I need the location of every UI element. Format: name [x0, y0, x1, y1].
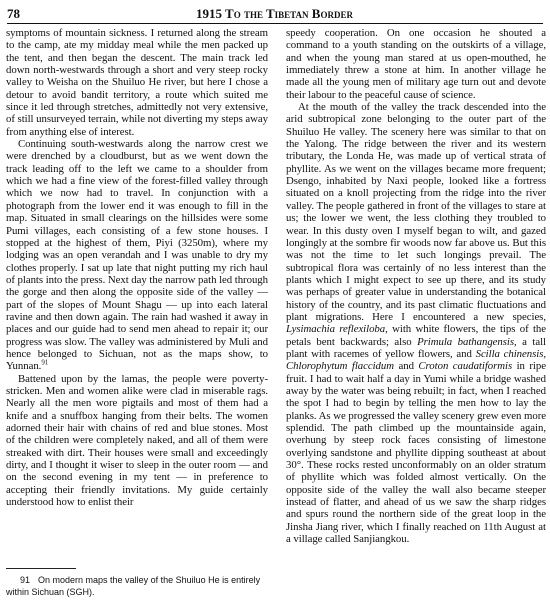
- paragraph: Battened upon by the lamas, the people were poverty-stricken. Men and women alike were clad in miserable rags. Nearly all the men wore pigtails and most of them had a knife and a snuffbox hanging from their belts. The women adorned their hair with chains of red and blue stones. Most of the children were completely naked, and all of them were streaked with dirt. Their houses were small and exceedingly dirty, and I thought it wiser to sleep in the outer room — and on the second evening in my tent — in preference to accepting their friendly invitations. My guide certainly understood how to enlist their: [6, 372, 268, 509]
- paragraph: [6, 138, 268, 373]
- paragraph-text: At the mouth of the valley the track descended into the arid subtropical zone belonging to the outer part of the Shuiluo He valley. The scenery here was similar to that on the Yalong. The ridge between the river and its western tributary, the Londa He, was made up of vertical strata of phyllite. As we went on the villages became more frequent; Dsengo, inhabited by Naxi people, looked like a fortress situated on a knoll projecting from the ridge into the river valley. The people gathered in front of the villages to stare at us; the lower we went, the less clothing they troubled to wear. In this dusty oven I myself began to wilt, and gazed longingly at the sombre fir woods now far above us. But this was not the time to let such longings prevail. The subtropical flora was certainly of no less interest than the plants which I might expect to see up there, and its study was perhaps of greater value in understanding the botanical history of the country, and its past climatic fluctuations and plant migrations. Here I encountered a new species,: [286, 101, 546, 323]
- species-name: Primula bathangensis: [417, 335, 515, 348]
- paragraph-text: , a tall plant with racemes of yellow flowers, and: [286, 335, 546, 360]
- footnote-reference[interactable]: 91: [41, 358, 49, 367]
- species-name: Scilla chinensis, Chlorophytum flaccidum: [286, 347, 546, 373]
- running-title: 1915 To the Tibetan Border: [196, 6, 353, 21]
- species-name: Croton caudatiformis: [418, 360, 513, 373]
- page-header: [7, 6, 542, 22]
- left-column: [6, 27, 268, 508]
- paragraph: speedy cooperation. On one occasion he shouted a command to a youth standing on the outskirts of a village, and when the young man stared at us open-mouthed, he immediately threw a stone at him. In another village he made all the young men of military age turn out and devote their labour to the peaceful cause of science.: [286, 27, 546, 101]
- paragraph-text: in ripe fruit. I had to wait half a day in Yumi while a bridge washed away by the water was being rebuilt; in fact, when I reached the spot I had to begin by telling the men how to lay the planks. As we progressed the valley scenery grew even more splendid. The path climbed up the mountainside again, overhung by steep rock faces consisting of limestone overlying sandstone and phyllite dipping southeast at about 30°. These rocks rested unconformably on an older stratum of phyllite which was folded almost vertically. On the opposite side of the valley the wall also became steeper instead of flatter, and ahead of us we saw the sharp ridges and spurs round the northern side of the great loop in the Jinsha Jiang river, which I finally reached on 11th August at a village called Sanjiangkou.: [286, 360, 546, 546]
- footnote-rule: [6, 568, 76, 569]
- right-column: [286, 27, 546, 545]
- header-rule: [7, 23, 543, 24]
- footnote-text: On modern maps the valley of the Shuiluo He is entirely within Sichuan (SGH).: [6, 575, 261, 597]
- paragraph-text: , with white flowers, the tips of the petals bent backwards; also: [286, 323, 547, 348]
- paragraph-text: and: [394, 360, 419, 373]
- paragraph: symptoms of mountain sickness. I returned along the stream to the camp, ate my midday meal while the men packed up the tent, and then began the descent. The main track led down north-westwards through a short and very steep rocky valley to Weisha on the Shuiluo He river, but here I chose a detour to avoid bandit territory, a route which suited me since it led through stretches, admittedly not very extensive, of still unsurveyed terrain, while not diverting my steps away from anything else of interest.: [6, 27, 268, 138]
- footnote: [6, 574, 268, 598]
- paragraph-text: Continuing south-westwards along the narrow crest we were drenched by a cloudburst, but as we went down the track leading off to the left we came to a shoulder from which we had a fine view of the forest-filled valley through which we now had to travel. In conjunction with a photograph from the lower end it was enough to fill in the map. Situated in small clearings on the hillsides were some Pumi villages, each consisting of a few stone houses. I stopped at the highest of them, Piyi (3250m), where my lodging was an open verandah and I was unable to dry my clothes properly. I sat up late that night putting my rich haul of plants into the press. Next day the narrow path led through the gorge and then along the opposite side of the valley — part of the slopes of Mount Shagu — up into each lateral ravine and then down again. The rain had washed it away in places and our guide had to send men ahead to repair it; our progress was slow. The valley was administered by Muli and hence belonged to Sichuan, not as the maps show, to Yunnan.: [6, 138, 268, 373]
- page-number: 78: [7, 6, 20, 21]
- species-name: Lysimachia reflexiloba: [286, 323, 386, 336]
- paragraph: [286, 101, 546, 545]
- footnote-number: 91: [20, 575, 31, 585]
